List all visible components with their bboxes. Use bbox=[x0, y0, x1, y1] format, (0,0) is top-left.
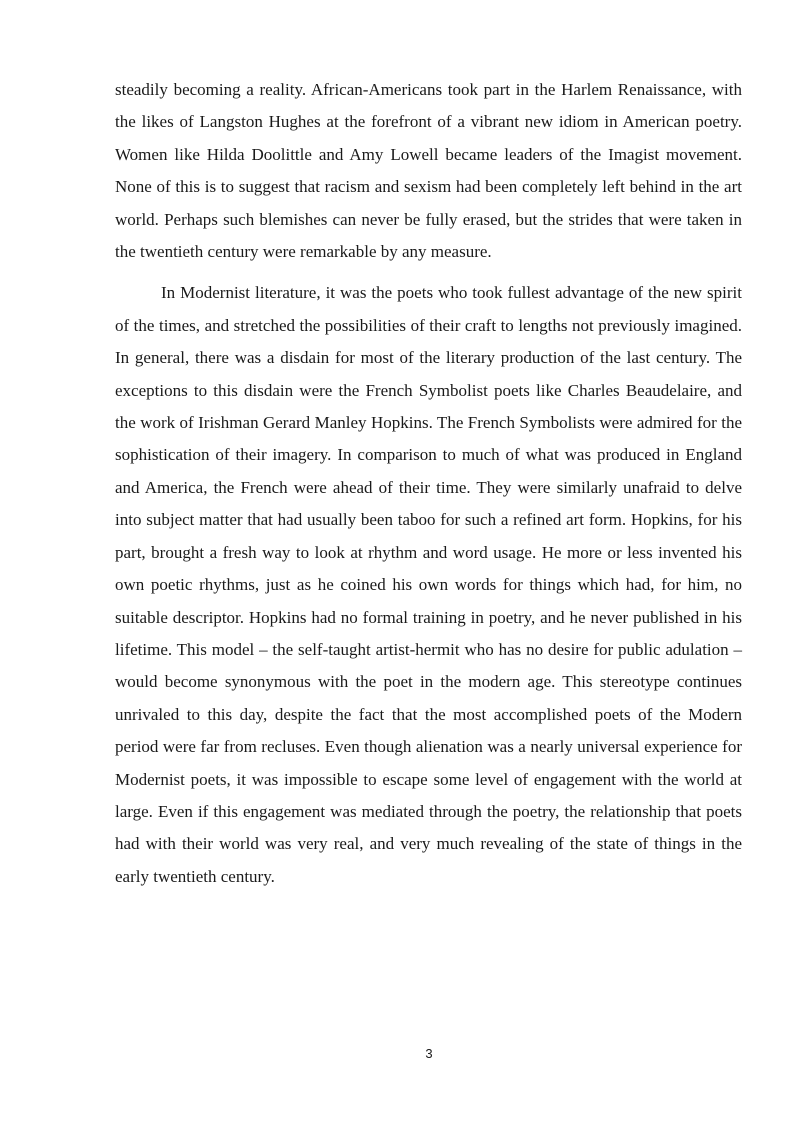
page-number: 3 bbox=[425, 1046, 433, 1061]
page-body bbox=[115, 74, 742, 893]
paragraph-continuation: steadily becoming a reality. African-Americans took part in the Harlem Renaissance, with the likes of Langston Hughes at the forefront of a vibrant new idiom in American poetry. Women like Hilda Doolittle and Amy Lowell became leaders of the Imagist movement. None of this is to suggest that racism and sexism had been completely left behind in the art world. Perhaps such blemishes can never be fully erased, but the strides that were taken in the twentieth century were remarkable by any measure. bbox=[115, 80, 742, 262]
paragraph-modernist-poets: In Modernist literature, it was the poets who took fullest advantage of the new spirit of the times, and stretched the possibilities of their craft to lengths not previously imagined. In general, there was a disdain for most of the literary production of the last century. The exceptions to this disdain were the French Symbolist poets like Charles Beaudelaire, and the work of Irishman Gerard Manley Hopkins. The French Symbolists were admired for the sophistication of their imagery. In comparison to much of what was produced in England and America, the French were ahead of their time. They were similarly unafraid to delve into subject matter that had usually been taboo for such a refined art form. Hopkins, for his part, brought a fresh way to look at rhythm and word usage. He more or less invented his own poetic rhythms, just as he coined his own words for things which had, for him, no suitable descriptor. Hopkins had no formal training in poetry, and he never published in his lifetime. This model – the self-taught artist-hermit who has no desire for public adulation – would become synonymous with the poet in the modern age. This stereotype continues unrivaled to this day, despite the fact that the most accomplished poets of the Modern period were far from recluses. Even though alienation was a nearly universal experience for Modernist poets, it was impossible to escape some level of engagement with the world at large. Even if this engagement was mediated through the poetry, the relationship that poets had with their world was very real, and very much revealing of the state of things in the early twentieth century. bbox=[115, 283, 742, 886]
